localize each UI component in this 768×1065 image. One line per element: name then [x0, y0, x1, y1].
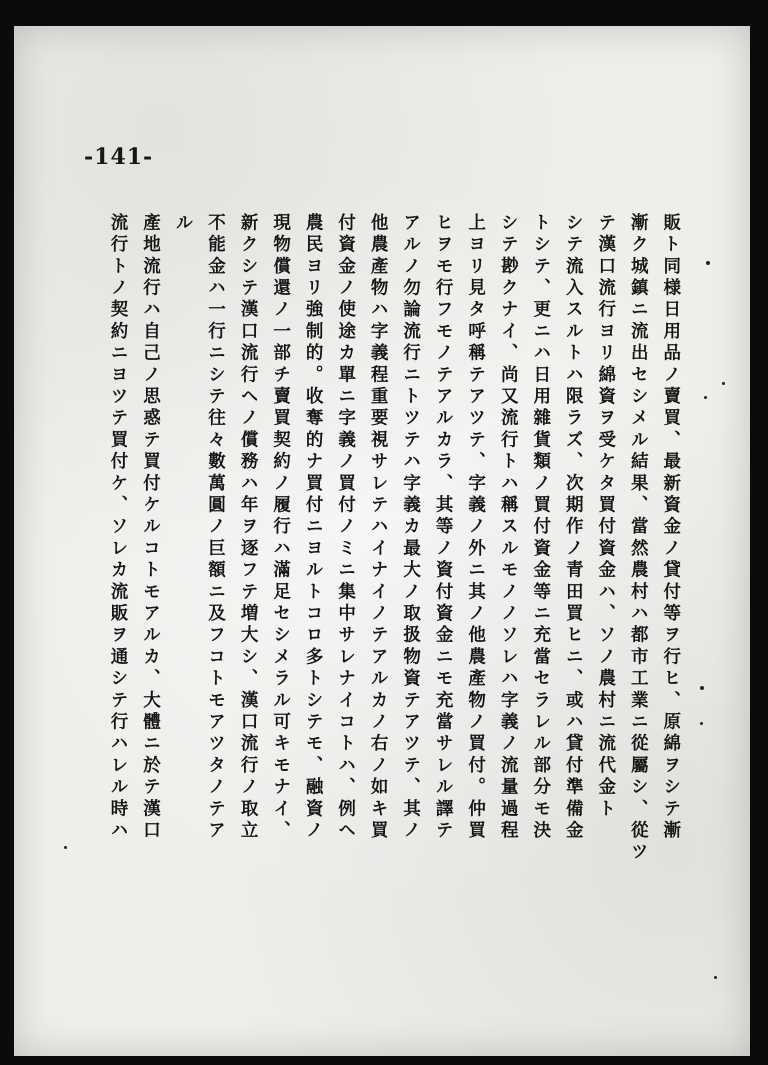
text-column-13: 現物償還ノ一部チ賣買契約ノ履行ハ滿足セシメラル可キモナイ、 [270, 213, 291, 843]
text-column-10: 他農產物ハ字義程重要視サレテハイナイノテアルカノ右ノ如キ買 [368, 213, 389, 843]
scan-speck [722, 382, 725, 385]
scan-speck [700, 686, 704, 690]
text-column-2: 漸ク城鎮ニ流出セシメル結果、當然農村ハ都市工業ニ從屬シ、從ツ [628, 213, 649, 864]
scan-speck [714, 976, 717, 979]
text-column-8: ヒヲモ行フモノテアルカラ、其等ノ資付資金ニモ充當サレル譯テ [433, 213, 454, 843]
page-number: -141- [84, 144, 154, 170]
text-column-1: 販ト同様日用品ノ賣買、最新資金ノ貸付等ヲ行ヒ、原綿ヲシテ漸 [660, 213, 681, 843]
text-column-17: 產地流行ハ自己ノ思惑テ買付ケルコトモアルカ、大體ニ於テ漢口 [140, 213, 161, 843]
scan-speck [64, 846, 67, 849]
text-column-15: 不能金ハ一行ニシテ往々數萬圓ノ巨額ニ及フコトモアツタノテア [205, 213, 226, 843]
text-column-3: テ漢口流行ヨリ綿資ヲ受ケタ買付資金ハ、ソノ農村ニ流代金ト [595, 213, 616, 821]
scan-speck [700, 722, 703, 725]
scan-speck [706, 261, 710, 265]
text-column-16: ル [173, 213, 194, 235]
text-column-14: 新クシテ漢口流行ヘノ償務ハ年ヲ逐フテ増大シ、漢口流行ノ取立 [238, 213, 259, 843]
text-column-5: トシテ、更ニハ日用雜貨類ノ買付資金等ニ充當セラレル部分モ決 [530, 213, 551, 843]
text-column-6: シテ尠クナイ、尚又流行トハ稱スルモノノソレハ字義ノ流量過程 [498, 213, 519, 843]
text-column-4: シテ流入スルトハ限ラズ、次期作ノ青田買ヒニ、或ハ貸付準備金 [563, 213, 584, 843]
body-text [104, 213, 679, 973]
document-page [14, 26, 750, 1056]
scan-speck [704, 396, 707, 399]
text-column-7: 上ヨリ見タ呼稱テアツテ、字義ノ外ニ其ノ他農產物ノ買付。仲買 [465, 213, 486, 843]
text-column-12: 農民ヨリ強制的。收奪的ナ買付ニヨルトコロ多トシテモ、融資ノ [303, 213, 324, 843]
text-column-9: アルノ勿論流行ニトツテハ字義カ最大ノ取扱物資テアツテ、其ノ [400, 213, 421, 843]
text-column-18: 流行トノ契約ニヨツテ買付ケ、ソレカ流販ヲ通シテ行ハレル時ハ [108, 213, 128, 843]
text-column-11: 付資金ノ使途カ單ニ字義ノ買付ノミニ集中サレナイコトハ、例ヘ [335, 213, 356, 843]
